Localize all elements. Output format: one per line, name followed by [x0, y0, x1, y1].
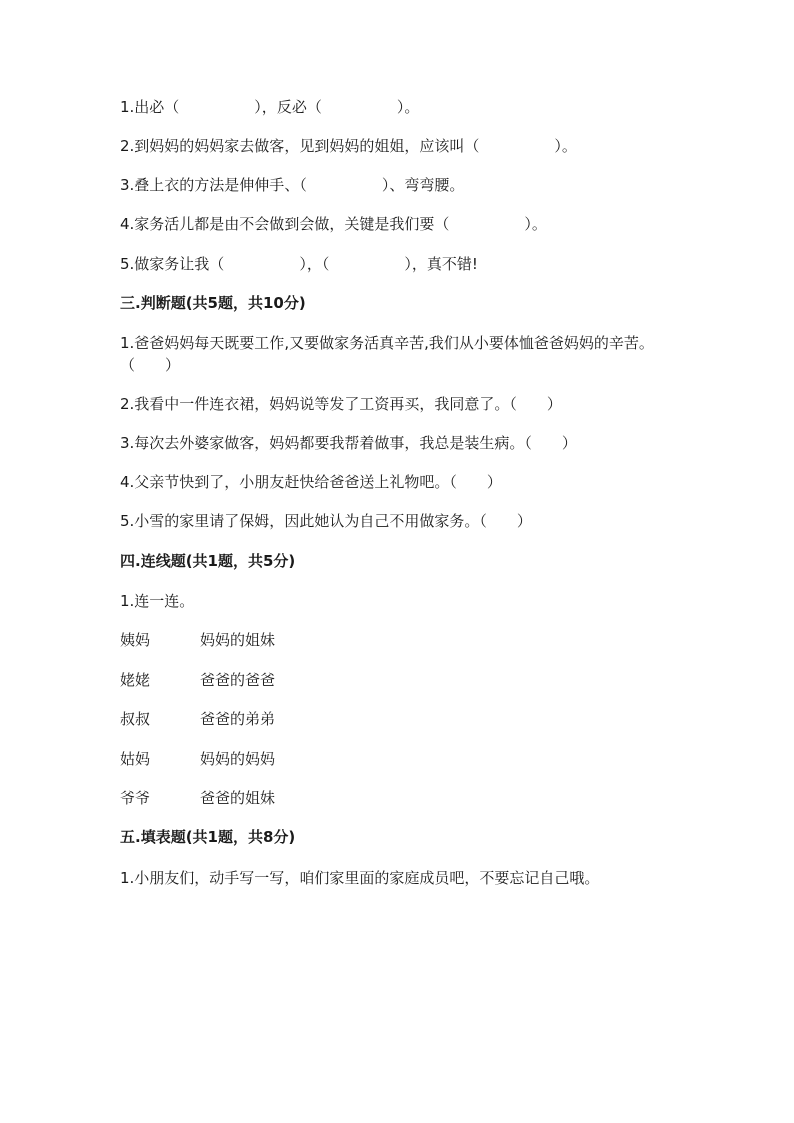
section-heading-table-fill: 五.填表题(共1题，共8分): [120, 828, 296, 846]
fill-blank-question-3: 3.叠上衣的方法是伸伸手、（ ）、弯弯腰。: [120, 176, 465, 194]
matching-right-term: 爸爸的姐妹: [200, 789, 276, 807]
judge-question-1: 1.爸爸妈妈每天既要工作,又要做家务活真辛苦,我们从小要体恤爸爸妈妈的辛苦。（ ）: [120, 334, 654, 374]
fill-blank-question-1: 1.出必（ ），反必（ ）。: [120, 98, 420, 116]
matching-left-term: 叔叔: [120, 710, 151, 728]
judge-question-5: 5.小雪的家里请了保姆，因此她认为自己不用做家务。（ ）: [120, 512, 532, 530]
matching-right-term: 妈妈的姐妹: [200, 631, 276, 649]
matching-prompt: 1.连一连。: [120, 592, 195, 610]
judge-question-3: 3.每次去外婆家做客，妈妈都要我帮着做事，我总是装生病。（ ）: [120, 434, 577, 452]
matching-left-term: 姥姥: [120, 671, 151, 689]
judge-question-4: 4.父亲节快到了，小朋友赶快给爸爸送上礼物吧。（ ）: [120, 473, 502, 491]
fill-blank-question-4: 4.家务活儿都是由不会做到会做，关键是我们要（ ）。: [120, 215, 547, 233]
section-heading-judge: 三.判断题(共5题，共10分): [120, 294, 306, 312]
matching-left-term: 姨妈: [120, 631, 151, 649]
fill-blank-question-2: 2.到妈妈的妈妈家去做客，见到妈妈的姐姐，应该叫（ ）。: [120, 137, 577, 155]
fill-blank-question-5: 5.做家务让我（ ），（ ），真不错!: [120, 255, 478, 273]
matching-right-term: 爸爸的爸爸: [200, 671, 276, 689]
matching-left-term: 姑妈: [120, 750, 151, 768]
section-heading-matching: 四.连线题(共1题，共5分): [120, 552, 296, 570]
matching-right-term: 爸爸的弟弟: [200, 710, 276, 728]
judge-question-2: 2.我看中一件连衣裙，妈妈说等发了工资再买，我同意了。（ ）: [120, 395, 562, 413]
matching-right-term: 妈妈的妈妈: [200, 750, 276, 768]
matching-left-term: 爷爷: [120, 789, 151, 807]
table-fill-prompt: 1.小朋友们，动手写一写，咱们家里面的家庭成员吧，不要忘记自己哦。: [120, 869, 600, 887]
